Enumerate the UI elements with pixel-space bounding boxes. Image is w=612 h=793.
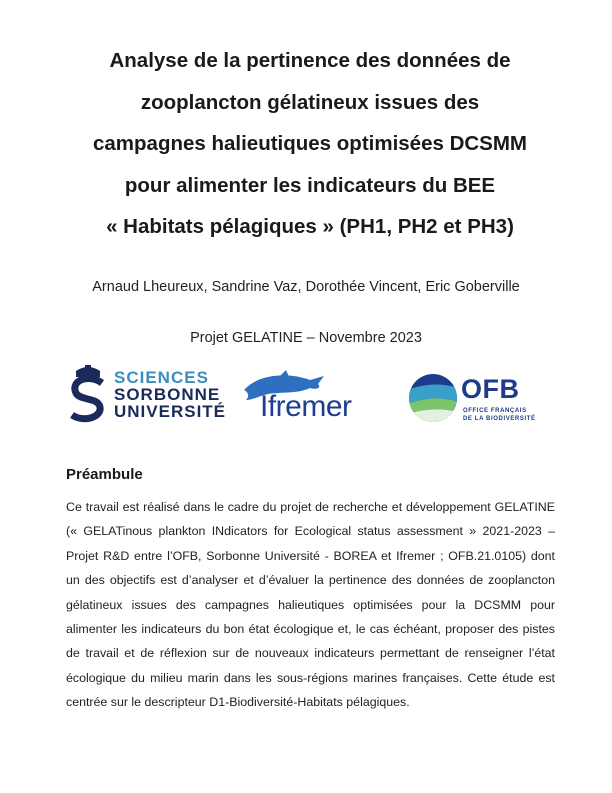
- sorbonne-line-1: SCIENCES: [114, 368, 209, 387]
- ofb-wordmark: OFB: [461, 374, 520, 404]
- ofb-logo: [407, 372, 542, 432]
- title-line-1: Analyse de la pertinence des données de: [109, 49, 511, 72]
- preamble-heading: Préambule: [66, 466, 143, 483]
- ofb-emblem-icon: [407, 372, 459, 424]
- sorbonne-line-2: SORBONNE: [114, 385, 221, 404]
- title-line-2: zooplancton gélatineux issues des: [140, 90, 480, 114]
- sorbonne-universite-logo: [66, 363, 226, 425]
- sorbonne-seal-icon: [66, 363, 110, 425]
- ifremer-wordmark: Ifremer: [260, 390, 352, 423]
- title-line-4: pour alimenter les indicateurs du BEE: [124, 173, 496, 197]
- sorbonne-line-3: UNIVERSITÉ: [114, 402, 227, 421]
- preamble-paragraph: Ce travail est réalisé dans le cadre du projet de recherche et développement GELATINE (« GELATinous plankton INdicators for Ecological status assessment » 2021-2023 – Projet R&D entre l’OFB, Sorbonne Université - BOREA et Ifremer ; OFB.21.0105) dont un des objectifs est d’analyser et d’évaluer la pertinence des données de zooplancton gélatineux issues des campagnes halieutiques optimisées pour la DCSMM pour alimenter les indicateurs du bon état écologique et, le cas échéant, proposer des pistes de travail et de réflexion sur de nouveaux indicateurs permettant de renseigner l’état écologique du milieu marin dans les sous-régions marines françaises. Cette étude est centrée sur le descripteur D1-Biodiversité-Habitats pélagiques.: [66, 500, 555, 710]
- authors: Arnaud Lheureux, Sandrine Vaz, Dorothée Vincent, Eric Goberville: [92, 279, 520, 295]
- ofb-subtitle-1: OFFICE FRANÇAIS: [463, 408, 527, 414]
- project-line: Projet GELATINE – Novembre 2023: [190, 330, 422, 346]
- ifremer-logo: [238, 370, 383, 432]
- title-line-5: « Habitats pélagiques » (PH1, PH2 et PH3): [106, 215, 514, 238]
- ofb-subtitle-2: DE LA BIODIVERSITÉ: [463, 416, 536, 422]
- logo-row: [0, 358, 612, 433]
- document-title: [40, 40, 580, 248]
- title-line-3: campagnes halieutiques optimisées DCSMM: [92, 132, 528, 155]
